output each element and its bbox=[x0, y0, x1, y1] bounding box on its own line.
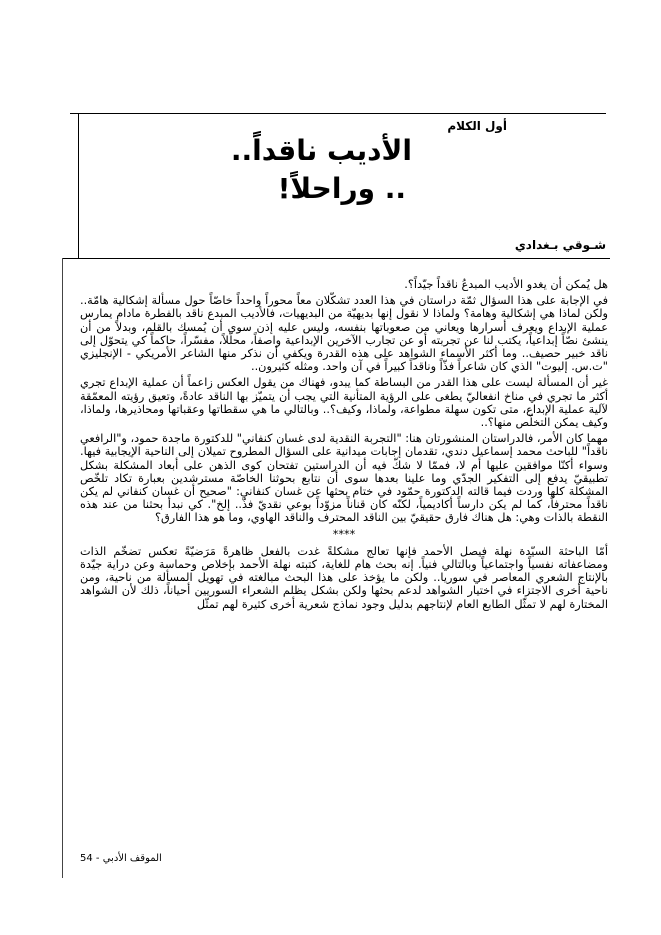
article-title-line-1: الأديب ناقداً.. bbox=[230, 134, 412, 167]
article-body bbox=[80, 278, 608, 614]
article-title-line-2: .. وراحلاً! bbox=[277, 172, 406, 205]
body-paragraph: هل يُمكن أن يغدو الأديب المبدعُ ناقداً جيّداً؟. bbox=[404, 278, 608, 291]
page-folio: الموقف الأدبي - 54 bbox=[80, 853, 162, 864]
title-box-left-rule bbox=[78, 113, 79, 259]
section-separator: **** bbox=[332, 527, 356, 541]
body-paragraph: غير أن المسألة ليست على هذا القدر من البساطة كما يبدو، فهناك من يقول العكس زاعماً أن عملية الإبداع تجري أكثر ما تجري في مناخ انفعاليّ يطغى على الرؤية المتأنية التي يجب أن يتميّز بها الناقد عادةً، وتعيق رؤيته المعمّقة لآلية عملية الإبداع، متى تكون سهلة مطواعة، ولماذا، وكيف؟.. وبالتالي ما هي سقطاتها وعقباتها ومحاذيرها، ولماذا، وكيف يمكن التخلّص منها؟.. bbox=[80, 376, 608, 430]
body-paragraph: مهما كان الأمر، فالدراستان المنشورتان هنا: "التجربة النقدية لدى غسان كنفاني" للدكتورة ماجدة حمود، و"الرافعي ناقداً" للباحث محمد إسماعيل دندي، تقدمان إجابات ميدانية على السؤال المطروح تميلان إلى الناحية الإيجابية فيها. وسواء أكنّا موافقين عليها أم لا، فممّا لا شكّ فيه أن الدراستين تفتحان كوى الذهن على أبعاد المشكلة بشكل تطبيقيّ يدفع إلى التفكير الجدّي وما علينا بعدها سوى أن نتابع بحوثنا الخاصّة مسترشدين بعبارة تكاد تلخّص المشكلة كلها وردت فيما قالته الدكتورة حمّود في ختام بحثها عن غسان كنفاني: "صحيح أن غسان كنفاني لم يكن ناقداً محترفاً، كما لم يكن دارساً أكاديمياً، لكنّه كان قناناً مزوّداً بوعي نقديّ فذّ.. إلخ". كي نبدأ بحثنا من عند هذه النقطة بالذات وهي: هل هناك فارق حقيقيّ بين الناقد المحترف والناقد الهاوي، وما هو هذا الفارق؟ bbox=[80, 432, 608, 525]
body-left-rule bbox=[62, 258, 63, 878]
author-rule bbox=[62, 258, 610, 259]
section-label: أول الكلام bbox=[447, 119, 507, 133]
header-rule bbox=[70, 113, 606, 114]
author-name: شـوقي بـغدادي bbox=[514, 238, 606, 252]
body-paragraph: أمّا الباحثة السيّدة نهلة فيصل الأحمد فإنها تعالج مشكلةً غدت بالفعل ظاهرةً مَرَضيّةً تعكس تضخّم الذات ومضاعفاته نفسياً واجتماعياً وبالتالي فنياً. إنه بحث هام للغاية، كتبته نهلة الأحمد بإخلاص وحماسة وعن دراية جيّدة بالإنتاج الشعري المعاصر في سوريا.. ولكن ما يؤخذ على هذا البحث مبالغته في تهويل المسألة من ناحية، ومن ناحية أخرى الاجتزاء في اختيار الشواهد لدعم بحثها ولكن بشكل يظلم الشعراء السوريين أحياناً، ذلك لأن الشواهد المختارة لهم لا تمثّل الطابع العام لإنتاجهم بدليل وجود نماذج شعرية أخرى كثيرة لهم تمثّل bbox=[80, 544, 608, 611]
body-paragraph: في الإجابة على هذا السؤال ثمّة دراستان في هذا العدد تشكّلان معاً محوراً واحداً خاصّاً حول مسألة إشكالية هامّة.. ولكن لماذا هي إشكالية وهامة؟ ولماذا لا نقول إنها بديهيّة من البديهيات، فالأديب المبدع ناقد بالفطرة مادام يمارس عملية الإبداع ويعرف أسرارها ويعاني من صعوباتها بنفسه، وليس عليه إذن سوى أن يُمسك بالقلم، وبدلاً من أن ينشئ نصّاً إبداعياً، يكتب لنا عن تجربته أو عن تجارب الآخرين الإبداعية واصفاً، محلّلاً، مفسّراً، حاكماً كي يتحوّل إلى ناقد خبير حصيف.. وما أكثر الأسماء الشواهد على هذه القدرة ويكفي أن نذكر منها الشاعر الأمريكي - الإنجليزي "ت.س. إليوت" الذي كان شاعراً فذّاً وناقداً كبيراً في آن واحد. ومثله كثيرون.. bbox=[80, 294, 608, 374]
